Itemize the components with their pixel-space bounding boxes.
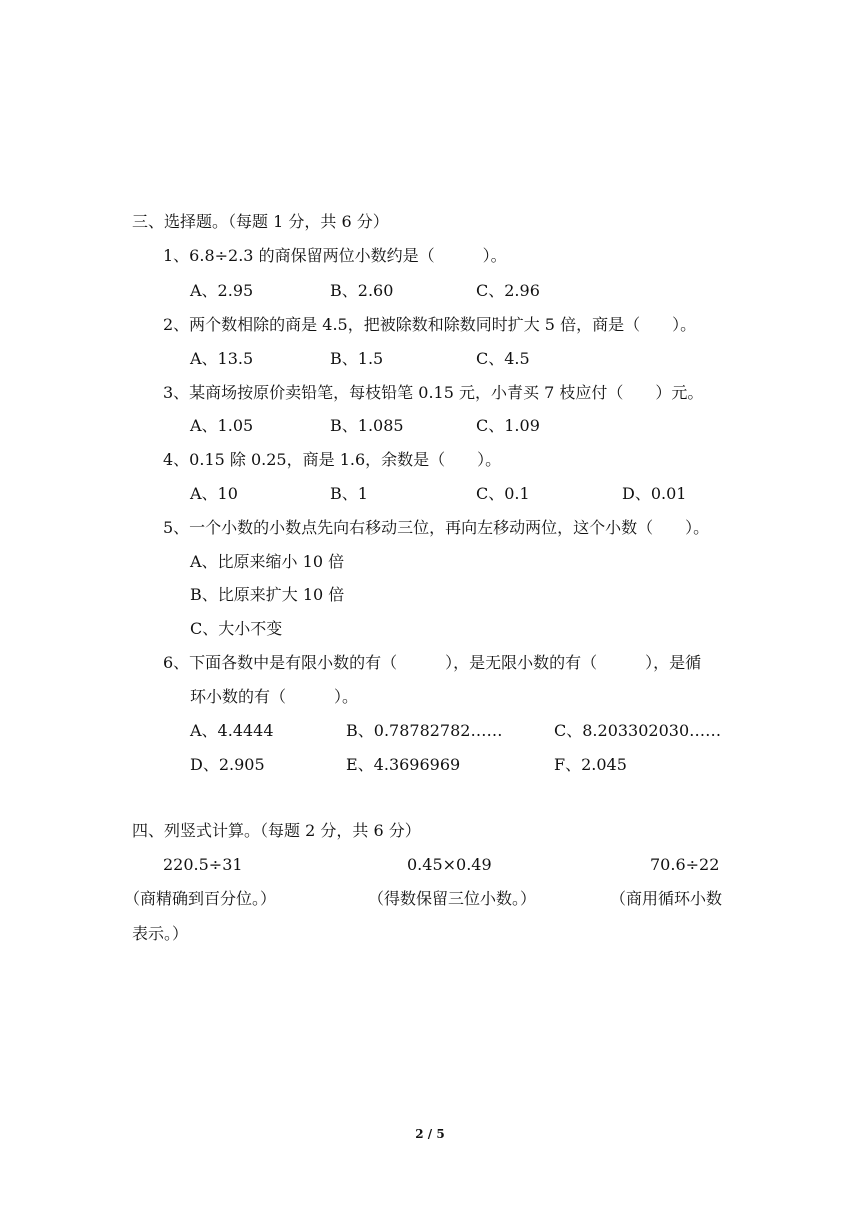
q5-option-b: B、比原来扩大 10 倍 xyxy=(190,585,345,604)
q2-option-c: C、4.5 xyxy=(476,349,530,368)
q3-option-a: A、1.05 xyxy=(190,416,254,435)
q1-stem: 1、6.8÷2.3 的商保留两位小数约是（ ）。 xyxy=(163,246,507,265)
q6-option-b: B、0.78782782…… xyxy=(346,721,503,740)
problem-2-note: （得数保留三位小数。） xyxy=(368,889,537,908)
q6-option-a: A、4.4444 xyxy=(190,721,274,740)
q6-option-e: E、4.3696969 xyxy=(346,755,461,774)
q6-stem-line1: 6、下面各数中是有限小数的有（ ），是无限小数的有（ ），是循 xyxy=(163,653,702,672)
q4-option-b: B、1 xyxy=(330,484,368,503)
q6-stem-line2: 环小数的有（ ）。 xyxy=(190,687,359,706)
problem-1: 220.5÷31 xyxy=(163,855,243,874)
problem-3-note: （商用循环小数 xyxy=(610,889,723,908)
q1-option-c: C、2.96 xyxy=(476,281,540,300)
q3-option-c: C、1.09 xyxy=(476,416,540,435)
problem-2: 0.45×0.49 xyxy=(407,855,492,874)
section-4-title: 四、列竖式计算。（每题 2 分，共 6 分） xyxy=(132,821,421,840)
page-number: 2 / 5 xyxy=(415,1127,445,1141)
q2-stem: 2、两个数相除的商是 4.5，把被除数和除数同时扩大 5 倍，商是（ ）。 xyxy=(163,315,697,334)
q4-stem: 4、0.15 除 0.25，商是 1.6，余数是（ ）。 xyxy=(163,450,502,469)
q6-option-f: F、2.045 xyxy=(554,755,627,774)
q2-option-b: B、1.5 xyxy=(330,349,384,368)
q3-stem: 3、某商场按原价卖铅笔，每枝铅笔 0.15 元，小青买 7 枝应付（ ）元。 xyxy=(163,383,704,402)
q5-option-c: C、大小不变 xyxy=(190,619,283,638)
q5-option-a: A、比原来缩小 10 倍 xyxy=(190,552,345,571)
q5-stem: 5、一个小数的小数点先向右移动三位，再向左移动两位，这个小数（ ）。 xyxy=(163,518,710,537)
problem-3-note-cont: 表示。） xyxy=(132,924,189,943)
q1-option-a: A、2.95 xyxy=(190,281,254,300)
q4-option-a: A、10 xyxy=(190,484,238,503)
q4-option-c: C、0.1 xyxy=(476,484,530,503)
q1-option-b: B、2.60 xyxy=(330,281,394,300)
q3-option-b: B、1.085 xyxy=(330,416,404,435)
q4-option-d: D、0.01 xyxy=(622,484,687,503)
q6-option-c: C、8.203302030…… xyxy=(554,721,722,740)
section-3-title: 三、选择题。（每题 1 分，共 6 分） xyxy=(132,212,389,231)
problem-1-note: （商精确到百分位。） xyxy=(124,889,277,908)
q2-option-a: A、13.5 xyxy=(190,349,254,368)
q6-option-d: D、2.905 xyxy=(190,755,265,774)
problem-3: 70.6÷22 xyxy=(650,855,720,874)
